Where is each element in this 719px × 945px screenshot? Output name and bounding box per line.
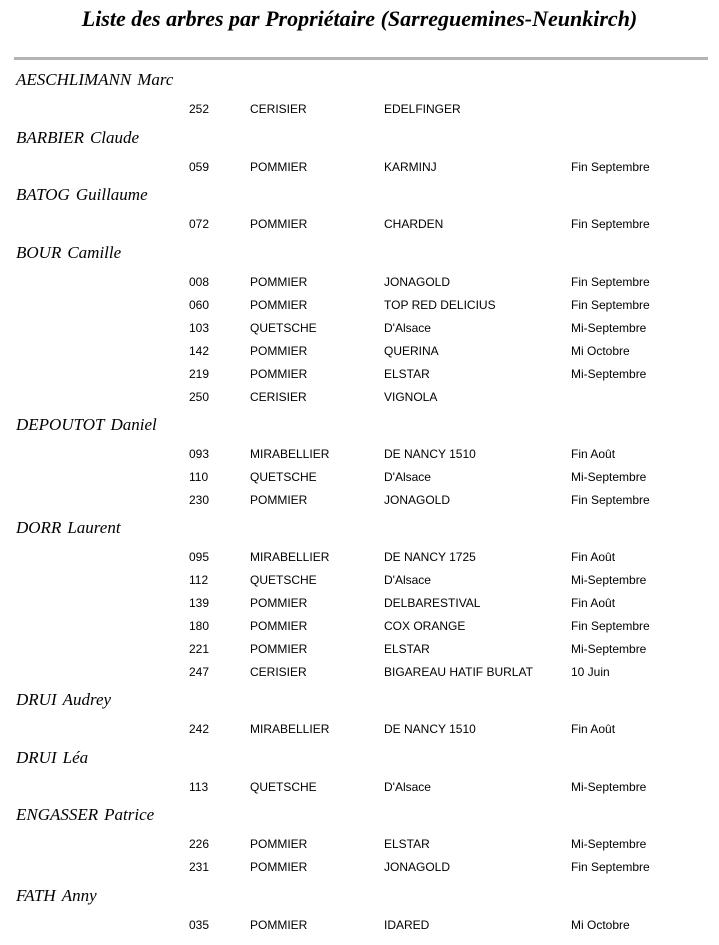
tree-row bbox=[0, 390, 719, 408]
tree-species: CERISIER bbox=[250, 665, 307, 679]
tree-number: 226 bbox=[189, 837, 210, 851]
tree-maturity: Fin Août bbox=[571, 722, 616, 736]
tree-variety: D'Alsace bbox=[384, 573, 431, 587]
tree-variety: JONAGOLD bbox=[384, 493, 451, 507]
owner-name bbox=[16, 518, 121, 538]
tree-row bbox=[0, 275, 719, 293]
tree-number: 008 bbox=[189, 275, 210, 289]
tree-row bbox=[0, 596, 719, 614]
tree-row bbox=[0, 780, 719, 798]
owner-name bbox=[16, 185, 148, 205]
tree-row bbox=[0, 493, 719, 511]
tree-species: POMMIER bbox=[250, 596, 308, 610]
tree-maturity: Fin Septembre bbox=[571, 217, 650, 231]
owner-first-name: Daniel bbox=[110, 415, 157, 434]
tree-maturity: Mi-Septembre bbox=[571, 573, 647, 587]
tree-variety: EDELFINGER bbox=[384, 102, 461, 116]
tree-species: POMMIER bbox=[250, 837, 308, 851]
tree-maturity: Fin Août bbox=[571, 596, 616, 610]
tree-species: POMMIER bbox=[250, 275, 308, 289]
tree-variety: JONAGOLD bbox=[384, 860, 451, 874]
tree-maturity: Fin Septembre bbox=[571, 619, 650, 633]
tree-species: QUETSCHE bbox=[250, 321, 317, 335]
owner-last-name: FATH bbox=[16, 886, 56, 905]
tree-species: POMMIER bbox=[250, 642, 308, 656]
tree-maturity: Mi-Septembre bbox=[571, 367, 647, 381]
tree-maturity: Fin Septembre bbox=[571, 275, 650, 289]
owner-last-name: BATOG bbox=[16, 185, 70, 204]
owner-last-name: AESCHLIMANN bbox=[16, 70, 132, 89]
tree-variety: QUERINA bbox=[384, 344, 439, 358]
tree-variety: D'Alsace bbox=[384, 780, 431, 794]
tree-species: MIRABELLIER bbox=[250, 447, 330, 461]
tree-row bbox=[0, 367, 719, 385]
owner-first-name: Patrice bbox=[104, 805, 155, 824]
owner-first-name: Anny bbox=[61, 886, 97, 905]
tree-variety: D'Alsace bbox=[384, 470, 431, 484]
tree-row bbox=[0, 160, 719, 178]
owner-last-name: DRUI bbox=[16, 748, 57, 767]
tree-variety: DE NANCY 1725 bbox=[384, 550, 476, 564]
tree-row bbox=[0, 665, 719, 683]
tree-number: 180 bbox=[189, 619, 210, 633]
tree-number: 060 bbox=[189, 298, 210, 312]
tree-maturity: Fin Septembre bbox=[571, 860, 650, 874]
tree-number: 230 bbox=[189, 493, 210, 507]
tree-row bbox=[0, 642, 719, 660]
tree-variety: KARMINJ bbox=[384, 160, 437, 174]
tree-row bbox=[0, 344, 719, 362]
tree-variety: VIGNOLA bbox=[384, 390, 438, 404]
tree-number: 059 bbox=[189, 160, 210, 174]
owner-name bbox=[16, 748, 88, 768]
tree-row bbox=[0, 619, 719, 637]
owner-last-name: BOUR bbox=[16, 243, 62, 262]
tree-maturity: Fin Septembre bbox=[571, 493, 650, 507]
tree-species: CERISIER bbox=[250, 390, 307, 404]
tree-row bbox=[0, 470, 719, 488]
title-divider bbox=[14, 57, 708, 60]
tree-number: 142 bbox=[189, 344, 210, 358]
tree-number: 221 bbox=[189, 642, 210, 656]
owner-first-name: Camille bbox=[67, 243, 122, 262]
tree-maturity: Mi-Septembre bbox=[571, 837, 647, 851]
owner-last-name: BARBIER bbox=[16, 128, 84, 147]
tree-species: POMMIER bbox=[250, 860, 308, 874]
tree-maturity: 10 Juin bbox=[571, 665, 610, 679]
owner-name bbox=[16, 805, 154, 825]
tree-species: POMMIER bbox=[250, 918, 308, 932]
tree-maturity: Fin Septembre bbox=[571, 160, 650, 174]
tree-number: 095 bbox=[189, 550, 210, 564]
tree-row bbox=[0, 918, 719, 936]
tree-maturity: Mi-Septembre bbox=[571, 642, 647, 656]
tree-number: 072 bbox=[189, 217, 210, 231]
tree-variety: D'Alsace bbox=[384, 321, 431, 335]
tree-number: 112 bbox=[189, 573, 209, 587]
tree-number: 139 bbox=[189, 596, 210, 610]
tree-number: 093 bbox=[189, 447, 210, 461]
owner-name bbox=[16, 690, 111, 710]
tree-number: 250 bbox=[189, 390, 210, 404]
owner-first-name: Claude bbox=[89, 128, 140, 147]
tree-maturity: Mi Octobre bbox=[571, 918, 630, 932]
tree-species: QUETSCHE bbox=[250, 470, 317, 484]
tree-row bbox=[0, 447, 719, 465]
owner-last-name: ENGASSER bbox=[16, 805, 99, 824]
tree-number: 242 bbox=[189, 722, 210, 736]
tree-variety: DE NANCY 1510 bbox=[384, 447, 476, 461]
tree-maturity: Mi Octobre bbox=[571, 344, 630, 358]
tree-variety: TOP RED DELICIUS bbox=[384, 298, 496, 312]
tree-maturity: Mi-Septembre bbox=[571, 780, 647, 794]
tree-species: QUETSCHE bbox=[250, 780, 317, 794]
owner-name bbox=[16, 415, 157, 435]
tree-number: 252 bbox=[189, 102, 210, 116]
tree-number: 103 bbox=[189, 321, 210, 335]
tree-row bbox=[0, 837, 719, 855]
tree-number: 035 bbox=[189, 918, 210, 932]
tree-species: POMMIER bbox=[250, 493, 308, 507]
tree-number: 110 bbox=[189, 470, 209, 484]
tree-maturity: Mi-Septembre bbox=[571, 321, 647, 335]
tree-maturity: Fin Août bbox=[571, 447, 616, 461]
page-title: Liste des arbres par Propriétaire (Sarreguemines-Neunkirch) bbox=[81, 6, 638, 31]
tree-variety: BIGAREAU HATIF BURLAT bbox=[384, 665, 533, 679]
tree-row bbox=[0, 722, 719, 740]
tree-species: QUETSCHE bbox=[250, 573, 317, 587]
tree-species: CERISIER bbox=[250, 102, 307, 116]
tree-species: MIRABELLIER bbox=[250, 550, 330, 564]
owner-first-name: Laurent bbox=[67, 518, 121, 537]
tree-number: 231 bbox=[189, 860, 210, 874]
tree-variety: DELBARESTIVAL bbox=[384, 596, 481, 610]
owner-name bbox=[16, 128, 139, 148]
tree-variety: ELSTAR bbox=[384, 837, 430, 851]
tree-maturity: Fin Septembre bbox=[571, 298, 650, 312]
tree-species: POMMIER bbox=[250, 298, 308, 312]
tree-row bbox=[0, 573, 719, 591]
tree-number: 247 bbox=[189, 665, 210, 679]
tree-species: POMMIER bbox=[250, 217, 308, 231]
tree-variety: COX ORANGE bbox=[384, 619, 466, 633]
owner-first-name: Guillaume bbox=[75, 185, 148, 204]
tree-species: POMMIER bbox=[250, 160, 308, 174]
tree-row bbox=[0, 321, 719, 339]
owner-last-name: DRUI bbox=[16, 690, 57, 709]
tree-number: 219 bbox=[189, 367, 210, 381]
owner-name bbox=[16, 886, 97, 906]
owner-name bbox=[16, 243, 121, 263]
tree-variety: CHARDEN bbox=[384, 217, 444, 231]
owner-first-name: Marc bbox=[137, 70, 174, 89]
tree-species: POMMIER bbox=[250, 619, 308, 633]
tree-maturity: Fin Août bbox=[571, 550, 616, 564]
tree-row bbox=[0, 217, 719, 235]
tree-maturity: Mi-Septembre bbox=[571, 470, 647, 484]
tree-variety: IDARED bbox=[384, 918, 430, 932]
owner-first-name: Léa bbox=[62, 748, 89, 767]
tree-row bbox=[0, 298, 719, 316]
tree-variety: JONAGOLD bbox=[384, 275, 451, 289]
tree-variety: ELSTAR bbox=[384, 367, 430, 381]
tree-variety: DE NANCY 1510 bbox=[384, 722, 476, 736]
owner-last-name: DORR bbox=[16, 518, 62, 537]
owner-name bbox=[16, 70, 173, 90]
tree-row bbox=[0, 860, 719, 878]
tree-number: 113 bbox=[189, 780, 209, 794]
tree-row bbox=[0, 102, 719, 120]
tree-species: MIRABELLIER bbox=[250, 722, 330, 736]
tree-row bbox=[0, 550, 719, 568]
tree-species: POMMIER bbox=[250, 344, 308, 358]
owner-last-name: DEPOUTOT bbox=[16, 415, 105, 434]
tree-species: POMMIER bbox=[250, 367, 308, 381]
owner-first-name: Audrey bbox=[62, 690, 112, 709]
tree-variety: ELSTAR bbox=[384, 642, 430, 656]
